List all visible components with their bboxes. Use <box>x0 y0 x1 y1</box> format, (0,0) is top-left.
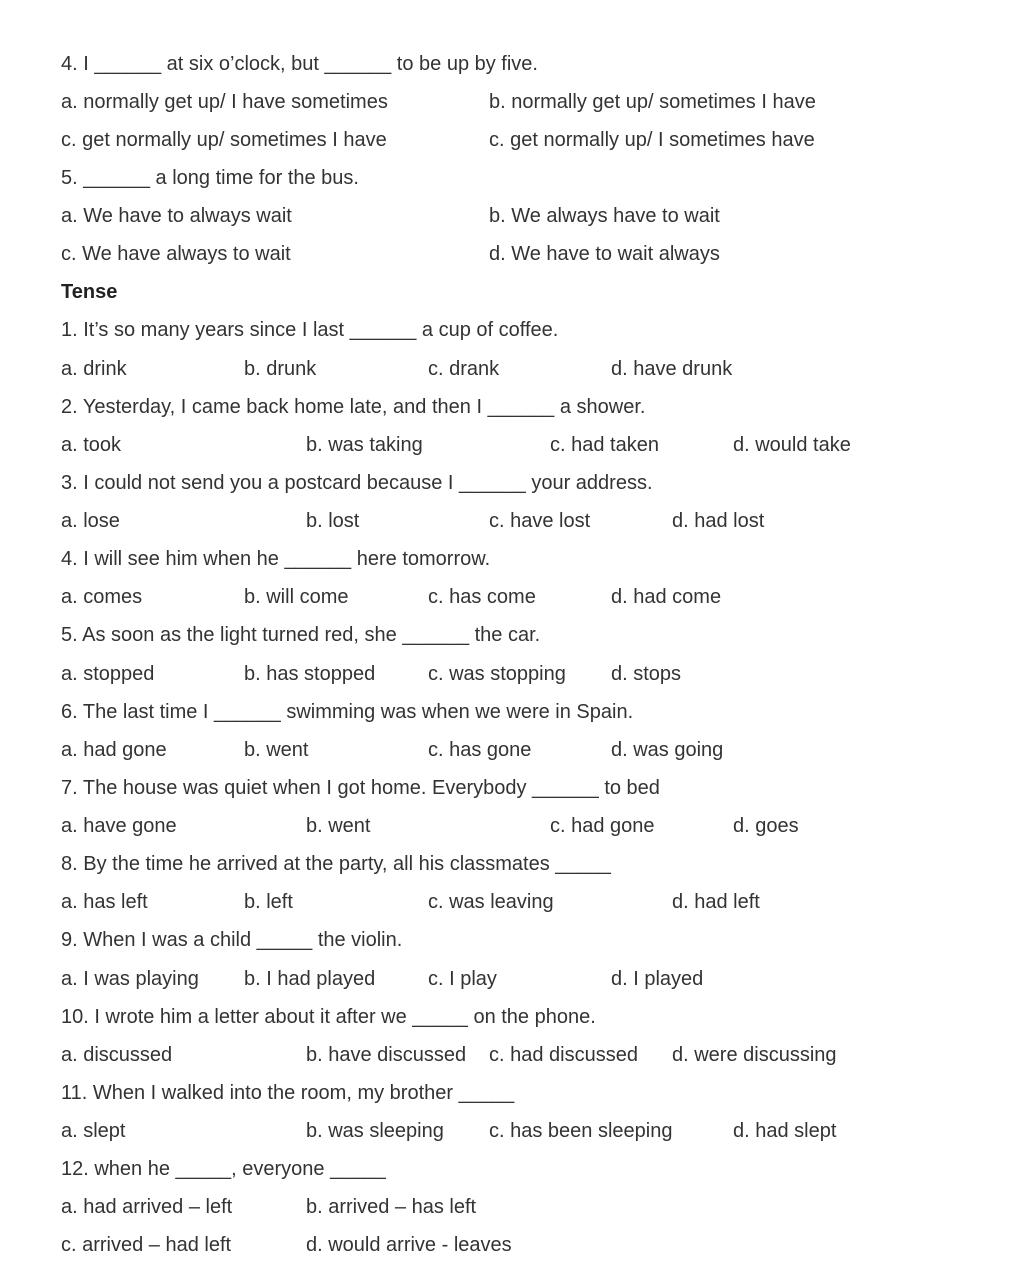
answer-option: a. normally get up/ I have sometimes <box>61 91 388 113</box>
answer-option: a. I was playing <box>61 968 199 990</box>
answer-option: d. had lost <box>672 510 765 532</box>
answer-option: c. I play <box>428 968 497 990</box>
answer-option: d. We have to wait always <box>489 243 720 265</box>
answer-option: d. have drunk <box>611 358 733 380</box>
question-text: 11. When I walked into the room, my brother _____ <box>61 1082 515 1104</box>
question-text: 5. As soon as the light turned red, she ______ the car. <box>61 624 541 646</box>
question-text: 3. I could not send you a postcard because I ______ your address. <box>61 472 653 494</box>
answer-option: d. stops <box>611 663 682 685</box>
answer-option: b. normally get up/ sometimes I have <box>489 91 816 113</box>
answer-option: b. drunk <box>244 358 317 380</box>
answer-option: d. were discussing <box>672 1044 837 1066</box>
answer-option: a. drink <box>61 358 127 380</box>
answer-option: d. goes <box>733 815 799 837</box>
answer-option: c. has gone <box>428 739 532 761</box>
answer-option: b. have discussed <box>306 1044 467 1066</box>
question-text: 7. The house was quiet when I got home. Everybody ______ to bed <box>61 777 660 799</box>
answer-option: b. I had played <box>244 968 376 990</box>
answer-option: c. has come <box>428 586 536 608</box>
answer-option: c. get normally up/ I sometimes have <box>489 129 815 151</box>
question-text: 8. By the time he arrived at the party, all his classmates _____ <box>61 853 611 875</box>
answer-option: c. had taken <box>550 434 659 456</box>
question-text: 5. ______ a long time for the bus. <box>61 167 359 189</box>
answer-option: c. We have always to wait <box>61 243 291 265</box>
answer-option: d. had slept <box>733 1120 837 1142</box>
question-text: 6. The last time I ______ swimming was when we were in Spain. <box>61 701 634 723</box>
question-text: 4. I will see him when he ______ here tomorrow. <box>61 548 491 570</box>
answer-option: a. had arrived – left <box>61 1196 233 1218</box>
answer-option: b. left <box>244 891 293 913</box>
question-text: 2. Yesterday, I came back home late, and then I ______ a shower. <box>61 396 646 418</box>
answer-option: c. get normally up/ sometimes I have <box>61 129 387 151</box>
answer-option: a. slept <box>61 1120 126 1142</box>
answer-option: a. discussed <box>61 1044 173 1066</box>
answer-option: b. has stopped <box>244 663 376 685</box>
answer-option: a. We have to always wait <box>61 205 292 227</box>
answer-option: c. was leaving <box>428 891 554 913</box>
answer-option: a. had gone <box>61 739 167 761</box>
answer-option: c. arrived – had left <box>61 1234 232 1256</box>
question-text: 1. It’s so many years since I last ______ a cup of coffee. <box>61 319 559 341</box>
answer-option: d. I played <box>611 968 704 990</box>
answer-option: c. was stopping <box>428 663 566 685</box>
answer-option: a. comes <box>61 586 143 608</box>
question-text: 9. When I was a child _____ the violin. <box>61 929 403 951</box>
answer-option: b. went <box>244 739 309 761</box>
answer-option: a. lose <box>61 510 120 532</box>
answer-option: b. was sleeping <box>306 1120 444 1142</box>
answer-option: d. had left <box>672 891 760 913</box>
answer-option: a. took <box>61 434 122 456</box>
question-text: 10. I wrote him a letter about it after we _____ on the phone. <box>61 1006 596 1028</box>
answer-option: a. stopped <box>61 663 155 685</box>
answer-option: b. was taking <box>306 434 423 456</box>
answer-option: d. was going <box>611 739 724 761</box>
answer-option: d. had come <box>611 586 722 608</box>
answer-option: c. have lost <box>489 510 591 532</box>
answer-option: c. had gone <box>550 815 655 837</box>
answer-option: b. lost <box>306 510 360 532</box>
answer-option: c. drank <box>428 358 500 380</box>
answer-option: d. would arrive - leaves <box>306 1234 512 1256</box>
answer-option: b. We always have to wait <box>489 205 720 227</box>
answer-option: b. went <box>306 815 371 837</box>
answer-option: b. arrived – has left <box>306 1196 477 1218</box>
answer-option: a. has left <box>61 891 148 913</box>
question-text: 4. I ______ at six o’clock, but ______ to be up by five. <box>61 53 538 75</box>
answer-option: c. has been sleeping <box>489 1120 673 1142</box>
section-title: Tense <box>61 281 118 303</box>
answer-option: a. have gone <box>61 815 177 837</box>
answer-option: c. had discussed <box>489 1044 638 1066</box>
answer-option: d. would take <box>733 434 851 456</box>
question-text: 12. when he _____, everyone _____ <box>61 1158 386 1180</box>
answer-option: b. will come <box>244 586 349 608</box>
